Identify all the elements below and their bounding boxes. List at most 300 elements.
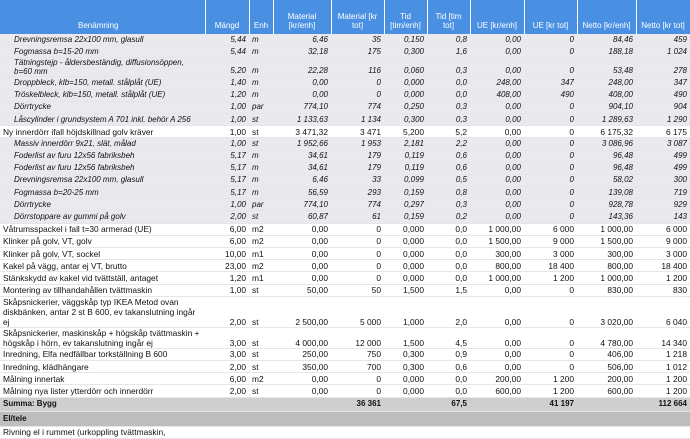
row-time-per-unit: 0,099 [384, 174, 427, 186]
row-material-total: 774 [331, 101, 384, 113]
row-unit: m [249, 150, 273, 162]
row-net-total: 14 340 [636, 327, 690, 348]
row-material-per-unit: 0,00 [273, 385, 331, 397]
row-time-total: 0,0 [427, 248, 470, 260]
table-row[interactable] [0, 284, 690, 296]
row-time-per-unit: 0,000 [384, 373, 427, 385]
row-material-per-unit: 3 471,32 [273, 126, 331, 138]
header-material-per-unit[interactable]: Material [kr/enh] [273, 0, 331, 34]
row-time-total: 0,0 [427, 385, 470, 397]
row-ue-per-unit: 0,00 [470, 284, 524, 296]
row-material-per-unit: 1 952,66 [273, 138, 331, 150]
header-unit[interactable]: Enh [249, 0, 273, 34]
row-net-total: 6 175 [636, 126, 690, 138]
row-name: Målning innertak [0, 373, 205, 385]
row-material-total: 116 [331, 58, 384, 77]
row-qty: 5,17 [205, 187, 249, 199]
row-ue-per-unit: 0,00 [470, 187, 524, 199]
row-ue-per-unit: 0,00 [470, 211, 524, 223]
row-time-per-unit: 1,500 [384, 327, 427, 348]
row-name: Klinker på golv, VT, sockel [0, 248, 205, 260]
row-ue-per-unit: 0,00 [470, 174, 524, 186]
row-material-total: 700 [331, 360, 384, 372]
row-time-per-unit: 0,000 [384, 235, 427, 247]
table-row[interactable] [0, 34, 690, 46]
row-material-per-unit: 2 500,00 [273, 296, 331, 327]
row-net-per-unit: 904,10 [577, 101, 636, 113]
row-material-per-unit: 0,00 [273, 260, 331, 272]
row-net-total: 300 [636, 174, 690, 186]
row-time-per-unit: 0,300 [384, 113, 427, 125]
row-material-total: 0 [331, 272, 384, 284]
table-row[interactable] [0, 89, 690, 101]
row-net-per-unit: 6 175,32 [577, 126, 636, 138]
row-ue-total: 0 [524, 113, 577, 125]
row-net-per-unit: 1 500,00 [577, 235, 636, 247]
table-row[interactable] [0, 296, 690, 327]
row-time-per-unit: 0,000 [384, 248, 427, 260]
row-unit: st [249, 211, 273, 223]
row-material-per-unit: 60,87 [273, 211, 331, 223]
row-time-total: 0,3 [427, 199, 470, 211]
row-net-per-unit: 188,18 [577, 46, 636, 58]
row-ue-per-unit: 1 000,00 [470, 223, 524, 235]
table-row[interactable] [0, 138, 690, 150]
row-net-total: 1 012 [636, 360, 690, 372]
row-net-per-unit: 406,00 [577, 348, 636, 360]
row-name: Inredning, Elfa nedfällbar torkställning B 600 [0, 348, 205, 360]
row-material-per-unit: 1 133,63 [273, 113, 331, 125]
table-row[interactable] [0, 327, 690, 348]
row-unit: par [249, 101, 273, 113]
row-net-total: 499 [636, 162, 690, 174]
row-time-per-unit: 0,297 [384, 199, 427, 211]
row-ue-per-unit: 0,00 [470, 348, 524, 360]
row-material-total: 0 [331, 385, 384, 397]
row-name: Fogmassa b=20-25 mm [0, 187, 205, 199]
row-material-total: 35 [331, 34, 384, 46]
header-time-per-unit[interactable]: Tid [tim/enh] [384, 0, 427, 34]
row-time-per-unit: 0,000 [384, 272, 427, 284]
row-qty: 6,00 [205, 235, 249, 247]
row-material-total: 12 000 [331, 327, 384, 348]
row-material-total: 0 [331, 223, 384, 235]
row-name: Låscylinder i grundsystem A 701 inkl. behör A 256 [0, 113, 205, 125]
row-name: Dörrstoppare av gummi på golv [0, 211, 205, 223]
row-name: Foderlist av furu 12x56 fabriksbeh [0, 150, 205, 162]
row-time-total: 0,2 [427, 211, 470, 223]
row-name: Massiv innerdörr 9x21, slät, målad [0, 138, 205, 150]
row-ue-per-unit: 0,00 [470, 138, 524, 150]
row-name: Skåpsnickerier, maskinskåp + högskåp tvättmaskin + högskåp i hörn, ev takanslutning ingår ej [0, 327, 205, 348]
row-material-total: 750 [331, 348, 384, 360]
row-unit: m [249, 89, 273, 101]
row-qty: 2,00 [205, 211, 249, 223]
row-material-total: 5 000 [331, 296, 384, 327]
row-material-per-unit: 350,00 [273, 360, 331, 372]
row-net-per-unit: 300,00 [577, 248, 636, 260]
row-qty: 1,00 [205, 113, 249, 125]
row-time-per-unit: 0,300 [384, 46, 427, 58]
table-row[interactable] [0, 46, 690, 58]
row-name: Drevningsremsa 22x100 mm, glasull [0, 34, 205, 46]
row-time-total: 0,6 [427, 162, 470, 174]
table-row[interactable] [0, 150, 690, 162]
row-qty: 2,00 [205, 385, 249, 397]
summary-time-total: 67,5 [427, 397, 470, 411]
table-row[interactable] [0, 174, 690, 186]
header-time-total[interactable]: Tid [tim tot] [427, 0, 470, 34]
row-ue-per-unit: 600,00 [470, 385, 524, 397]
row-material-per-unit: 56,59 [273, 187, 331, 199]
row-unit: m [249, 174, 273, 186]
table-row[interactable] [0, 162, 690, 174]
row-time-total: 0,0 [427, 272, 470, 284]
table-row[interactable] [0, 426, 690, 438]
row-time-per-unit: 0,000 [384, 223, 427, 235]
table-row[interactable] [0, 373, 690, 385]
row-ue-total: 0 [524, 348, 577, 360]
row-time-total: 0,0 [427, 89, 470, 101]
row-net-per-unit: 248,00 [577, 77, 636, 89]
row-net-total: 459 [636, 34, 690, 46]
row-ue-total: 1 200 [524, 385, 577, 397]
row-material-per-unit: 0,00 [273, 248, 331, 260]
row-net-per-unit: 139,08 [577, 187, 636, 199]
row-time-total: 4,5 [427, 327, 470, 348]
table-row[interactable] [0, 272, 690, 284]
row-net-total: 1 200 [636, 373, 690, 385]
row-time-per-unit: 0,000 [384, 260, 427, 272]
row-material-per-unit: 34,61 [273, 162, 331, 174]
row-unit: m [249, 187, 273, 199]
row-net-per-unit: 928,78 [577, 199, 636, 211]
row-material-total: 774 [331, 199, 384, 211]
row-ue-per-unit: 0,00 [470, 101, 524, 113]
row-name: Dörrtrycke [0, 101, 205, 113]
row-ue-per-unit: 0,00 [470, 199, 524, 211]
row-qty: 3,00 [205, 327, 249, 348]
row-name: Skåpsnickerier, väggskåp typ IKEA Metod ovan diskbänken, antar 2 st B 600, ev takanslutning ingår ej [0, 296, 205, 327]
row-ue-per-unit: 0,00 [470, 46, 524, 58]
row-name: Inredning, klädhängare [0, 360, 205, 372]
row-time-total: 0,8 [427, 34, 470, 46]
table-row[interactable] [0, 248, 690, 260]
row-time-per-unit: 0,000 [384, 385, 427, 397]
row-net-per-unit: 143,36 [577, 211, 636, 223]
row-net-total: 719 [636, 187, 690, 199]
row-time-per-unit: 0,150 [384, 34, 427, 46]
header-net-per-unit[interactable]: Netto [kr/enh] [577, 0, 636, 34]
row-net-total: 830 [636, 284, 690, 296]
row-ue-total: 1 200 [524, 272, 577, 284]
row-name: Målning nya lister ytterdörr och innerdörr [0, 385, 205, 397]
row-time-total: 0,0 [427, 77, 470, 89]
row-ue-per-unit: 0,00 [470, 360, 524, 372]
row-material-per-unit: 22,28 [273, 58, 331, 77]
row-time-per-unit: 0,250 [384, 101, 427, 113]
row-material-total: 0 [331, 89, 384, 101]
row-material-total: 1 134 [331, 113, 384, 125]
row-net-total: 904 [636, 101, 690, 113]
row-qty: 5,17 [205, 174, 249, 186]
row-net-total: 1 200 [636, 385, 690, 397]
row-ue-per-unit: 0,00 [470, 113, 524, 125]
row-unit: st [249, 360, 273, 372]
table-row[interactable] [0, 223, 690, 235]
row-time-per-unit: 0,119 [384, 162, 427, 174]
row-material-total: 179 [331, 150, 384, 162]
row-ue-total: 0 [524, 360, 577, 372]
row-time-per-unit: 5,200 [384, 126, 427, 138]
row-time-total: 2,2 [427, 138, 470, 150]
row-ue-per-unit: 408,00 [470, 89, 524, 101]
summary-row [0, 397, 690, 411]
row-ue-total: 18 400 [524, 260, 577, 272]
row-material-per-unit: 774,10 [273, 101, 331, 113]
row-qty: 23,00 [205, 260, 249, 272]
row-net-total: 1 218 [636, 348, 690, 360]
row-net-per-unit: 84,46 [577, 34, 636, 46]
row-net-per-unit: 1 000,00 [577, 223, 636, 235]
row-net-per-unit: 506,00 [577, 360, 636, 372]
row-ue-total: 0 [524, 296, 577, 327]
row-qty: 1,00 [205, 284, 249, 296]
summary-material-total: 36 361 [331, 397, 384, 411]
row-material-per-unit: 0,00 [273, 89, 331, 101]
row-unit: m2 [249, 235, 273, 247]
row-ue-total: 9 000 [524, 235, 577, 247]
summary-ue-total: 41 197 [524, 397, 577, 411]
row-ue-per-unit: 0,00 [470, 126, 524, 138]
row-unit: m2 [249, 373, 273, 385]
row-ue-per-unit: 800,00 [470, 260, 524, 272]
row-material-total: 0 [331, 260, 384, 272]
table-row[interactable] [0, 360, 690, 372]
row-ue-total: 0 [524, 187, 577, 199]
row-material-total: 0 [331, 373, 384, 385]
row-ue-per-unit: 0,00 [470, 58, 524, 77]
row-qty: 5,20 [205, 58, 249, 77]
row-unit: par [249, 199, 273, 211]
row-ue-per-unit: 1 000,00 [470, 272, 524, 284]
row-net-per-unit: 1 000,00 [577, 272, 636, 284]
row-qty: 5,44 [205, 34, 249, 46]
row-name: Rivning el i rummet (urkoppling tvättmaskin, [0, 426, 690, 438]
row-time-total: 0,5 [427, 174, 470, 186]
row-ue-total: 0 [524, 58, 577, 77]
row-net-total: 6 000 [636, 223, 690, 235]
table-row[interactable] [0, 260, 690, 272]
row-net-total: 1 200 [636, 272, 690, 284]
row-net-total: 278 [636, 58, 690, 77]
row-qty: 1,00 [205, 199, 249, 211]
header-material-total[interactable]: Material [kr tot] [331, 0, 384, 34]
row-time-per-unit: 0,159 [384, 211, 427, 223]
row-unit: st [249, 327, 273, 348]
row-time-total: 1,5 [427, 284, 470, 296]
table-header-row [0, 0, 690, 34]
row-ue-total: 1 200 [524, 373, 577, 385]
row-ue-per-unit: 0,00 [470, 150, 524, 162]
row-material-per-unit: 32,18 [273, 46, 331, 58]
row-material-per-unit: 250,00 [273, 348, 331, 360]
row-unit: st [249, 113, 273, 125]
table-row[interactable] [0, 77, 690, 89]
header-name[interactable]: Benämning [0, 0, 205, 34]
table-row[interactable] [0, 199, 690, 211]
row-material-total: 0 [331, 235, 384, 247]
row-material-total: 0 [331, 248, 384, 260]
row-name: Foderlist av furu 12x56 fabriksbeh [0, 162, 205, 174]
row-time-total: 0,6 [427, 360, 470, 372]
row-name: Ny innerdörr ifall höjdskillnad golv kräver [0, 126, 205, 138]
row-material-total: 3 471 [331, 126, 384, 138]
row-ue-total: 0 [524, 211, 577, 223]
row-time-per-unit: 1,500 [384, 284, 427, 296]
row-material-per-unit: 0,00 [273, 272, 331, 284]
row-qty: 5,44 [205, 46, 249, 58]
row-ue-total: 0 [524, 327, 577, 348]
row-ue-total: 3 000 [524, 248, 577, 260]
row-unit: m1 [249, 248, 273, 260]
row-material-total: 179 [331, 162, 384, 174]
row-unit: m [249, 34, 273, 46]
row-unit: m2 [249, 260, 273, 272]
row-unit: st [249, 284, 273, 296]
table-row[interactable] [0, 187, 690, 199]
row-unit: m1 [249, 272, 273, 284]
row-ue-total: 0 [524, 174, 577, 186]
row-time-per-unit: 2,181 [384, 138, 427, 150]
section-title: El/tele [0, 411, 690, 426]
row-qty: 3,00 [205, 348, 249, 360]
row-net-per-unit: 96,48 [577, 150, 636, 162]
row-name: Fogmassa b=15-20 mm [0, 46, 205, 58]
row-ue-per-unit: 0,00 [470, 327, 524, 348]
row-net-per-unit: 800,00 [577, 260, 636, 272]
row-net-per-unit: 408,00 [577, 89, 636, 101]
row-unit: m [249, 162, 273, 174]
row-ue-total: 347 [524, 77, 577, 89]
row-unit: m [249, 77, 273, 89]
row-net-total: 347 [636, 77, 690, 89]
row-net-per-unit: 3 020,00 [577, 296, 636, 327]
row-material-per-unit: 6,46 [273, 174, 331, 186]
row-time-per-unit: 0,000 [384, 77, 427, 89]
row-material-per-unit: 774,10 [273, 199, 331, 211]
row-ue-per-unit: 0,00 [470, 162, 524, 174]
row-ue-total: 0 [524, 138, 577, 150]
row-material-total: 0 [331, 77, 384, 89]
row-qty: 1,00 [205, 126, 249, 138]
row-unit: m [249, 46, 273, 58]
row-ue-per-unit: 1 500,00 [470, 235, 524, 247]
row-qty: 1,00 [205, 138, 249, 150]
row-time-total: 5,2 [427, 126, 470, 138]
row-net-per-unit: 3 086,96 [577, 138, 636, 150]
row-unit: st [249, 348, 273, 360]
row-qty: 1,40 [205, 77, 249, 89]
row-qty: 2,00 [205, 360, 249, 372]
row-net-total: 499 [636, 150, 690, 162]
row-name: Våtrumsspackel i fall t=30 armerad (UE) [0, 223, 205, 235]
row-unit: m [249, 58, 273, 77]
header-qty[interactable]: Mängd [205, 0, 249, 34]
header-ue-per-unit[interactable]: UE [kr/enh] [470, 0, 524, 34]
row-time-per-unit: 0,060 [384, 58, 427, 77]
row-name: Droppbleck, klb=150, metall. stålplåt (UE) [0, 77, 205, 89]
row-net-total: 143 [636, 211, 690, 223]
header-ue-total[interactable]: UE [kr tot] [524, 0, 577, 34]
row-name: Tröskelbleck, klb=150, metall. stålplåt (UE) [0, 89, 205, 101]
row-ue-total: 0 [524, 101, 577, 113]
row-time-total: 0,9 [427, 348, 470, 360]
summary-label: Summa: Bygg [0, 397, 205, 411]
row-name: Dörrtrycke [0, 199, 205, 211]
row-net-total: 929 [636, 199, 690, 211]
table-row[interactable] [0, 385, 690, 397]
row-net-total: 18 400 [636, 260, 690, 272]
row-ue-per-unit: 200,00 [470, 373, 524, 385]
table-row[interactable] [0, 58, 690, 77]
row-unit: st [249, 138, 273, 150]
row-ue-total: 0 [524, 46, 577, 58]
row-qty: 6,00 [205, 373, 249, 385]
table-body [0, 34, 690, 397]
row-ue-per-unit: 0,00 [470, 296, 524, 327]
row-name: Tätningstejp - åldersbeständig, diffusionsöppen, b=60 mm [0, 58, 205, 77]
row-unit: m2 [249, 223, 273, 235]
row-material-per-unit: 34,61 [273, 150, 331, 162]
row-net-per-unit: 96,48 [577, 162, 636, 174]
table-row[interactable] [0, 126, 690, 138]
row-net-total: 3 000 [636, 248, 690, 260]
section-header-row [0, 411, 690, 426]
row-material-total: 1 953 [331, 138, 384, 150]
table-row[interactable] [0, 211, 690, 223]
row-name: Montering av tillhandahållen tvättmaskin [0, 284, 205, 296]
table-row[interactable] [0, 348, 690, 360]
row-ue-total: 6 000 [524, 223, 577, 235]
row-time-total: 0,0 [427, 373, 470, 385]
row-material-per-unit: 6,46 [273, 34, 331, 46]
row-time-total: 0,3 [427, 58, 470, 77]
row-net-total: 6 040 [636, 296, 690, 327]
row-material-total: 33 [331, 174, 384, 186]
row-net-total: 1 290 [636, 113, 690, 125]
row-net-per-unit: 1 289,63 [577, 113, 636, 125]
row-time-total: 0,0 [427, 235, 470, 247]
row-material-per-unit: 0,00 [273, 373, 331, 385]
table-row[interactable] [0, 113, 690, 125]
row-time-total: 0,8 [427, 187, 470, 199]
row-material-per-unit: 0,00 [273, 77, 331, 89]
row-net-per-unit: 200,00 [577, 373, 636, 385]
table-row[interactable] [0, 235, 690, 247]
row-net-total: 9 000 [636, 235, 690, 247]
row-net-total: 3 087 [636, 138, 690, 150]
row-material-total: 293 [331, 187, 384, 199]
row-ue-total: 0 [524, 284, 577, 296]
row-net-total: 490 [636, 89, 690, 101]
row-name: Drevningsremsa 22x100 mm, glasull [0, 174, 205, 186]
row-qty: 1,20 [205, 89, 249, 101]
row-unit: st [249, 296, 273, 327]
header-net-total[interactable]: Netto [kr tot] [636, 0, 690, 34]
row-material-per-unit: 0,00 [273, 235, 331, 247]
table-row[interactable] [0, 101, 690, 113]
